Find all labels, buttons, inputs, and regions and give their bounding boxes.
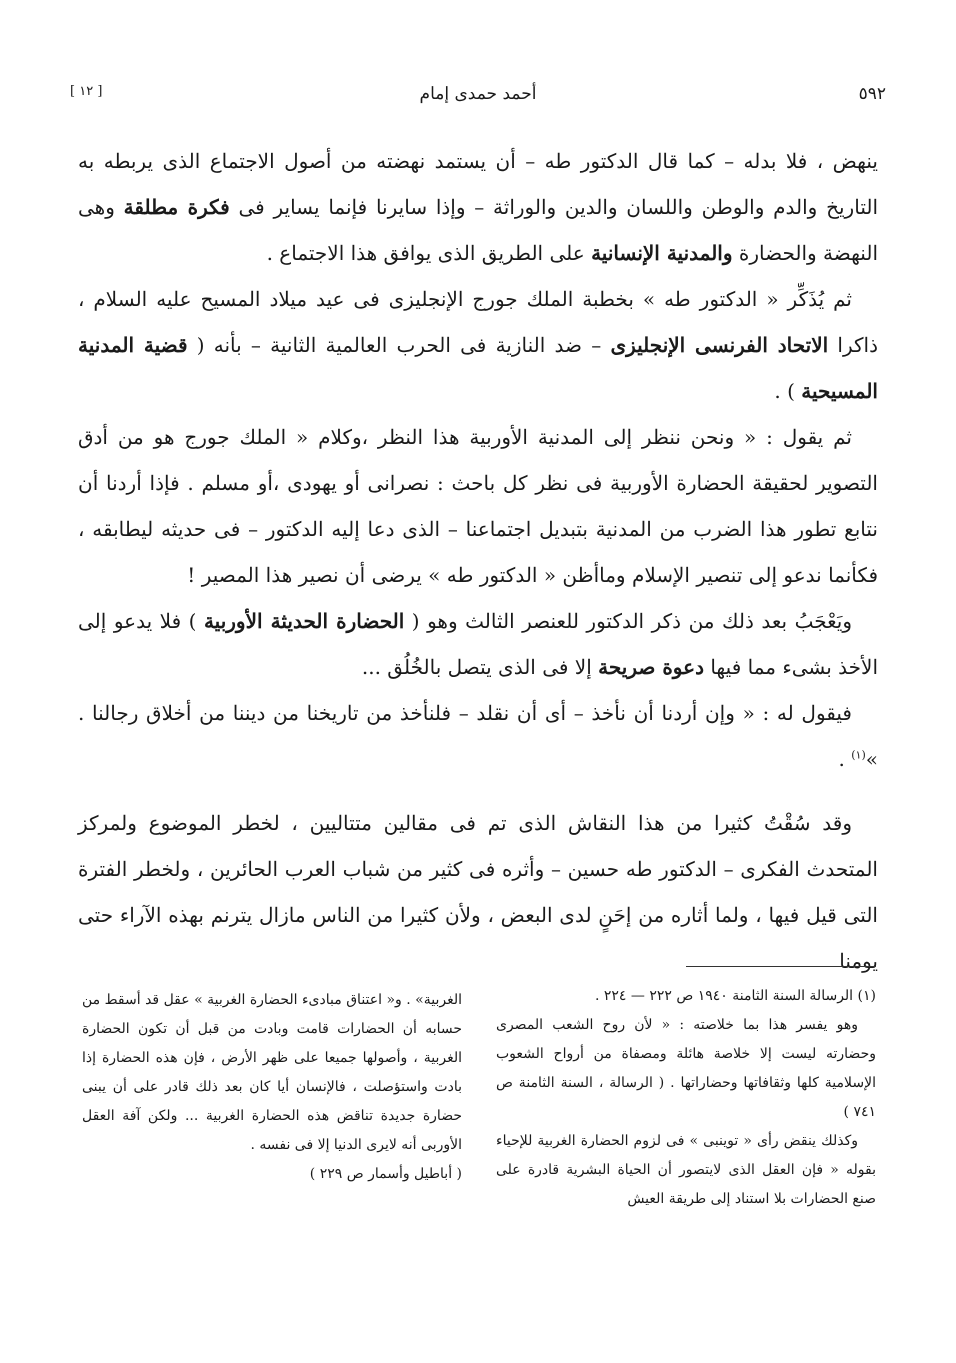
footnote-paragraph: الغربية» . و« اعتناق مبادىء الحضارة الغربية » عقل قد أسقط من حسابه أن الحضارات قامت وبادت من قبل أن تكون الحضارة الغربية ، وأصولها جميعا على ظهر الأرض ، فإن هذه الحضارة إذا بادت واستؤصلت ، فالإنسان أيا كان بعد ذلك قادر على أن يبنى حضارة جديدة تناقض هذه الحضارة الغربية ... ولكن آفة العقل الأوربى أنه لايرى الدنيا إلا فى نفسه . xyxy=(82,992,462,1153)
footnote-marker: (١) xyxy=(851,748,866,762)
footnote-paragraph: وهو يفسر هذا بما خلاصته : « لأن روح الشعب المصرى وحضارته ليست إلا خلاصة هائلة ومصفاة من أرواح الشعوب الإسلامية كلها وثقافاتها وحضاراتها . ( الرسالة ، السنة الثامنة ص ٧٤١ ) xyxy=(496,1017,876,1120)
main-text xyxy=(78,138,878,984)
footnote-divider xyxy=(686,966,876,967)
running-title: أحمد حمدى إمام xyxy=(419,84,537,104)
footnote-reference: ( أباطيل وأسمار ص ٢٢٩ ) xyxy=(309,1166,462,1182)
text-run: . xyxy=(838,747,852,771)
section-marker: [ ١٢ ] xyxy=(70,84,103,99)
text-run: على الطريق الذى يوافق هذا الاجتماع . xyxy=(266,241,592,265)
paragraph-3: ثم يقول : « ونحن ننظر إلى المدنية الأوربية هذا النظر ،وكلام « الملك جورج هو من أدق التصوير لحقيقة الحضارة الأوربية فى نظر كل باحث : نصرانى أو يهودى ،أو مسلم . فإذا أردنا أن نتابع تطور هذا الضرب من المدنية بتبديل اجتماعنا – الذى دعا إليه الدكتور – فى حديثه ليطابقه ، فكأنما ندعو إلى تنصير الإسلام وماأظن « الدكتور طه » يرضى أن نصير هذا المصير ! xyxy=(78,425,878,587)
text-run: وهى النهضة والحضارة xyxy=(78,195,878,265)
bold-phrase: والمدنية الإنسانية xyxy=(591,241,733,265)
bold-phrase: الاتحاد الفرنسى الإنجليزى xyxy=(610,333,829,357)
text-run: – ضد النازية فى الحرب العالمية الثانية – بأنه ( xyxy=(187,333,611,357)
text-run: ينهض ، فلا بدله – كما قال الدكتور طه – أن يستمد نهضته من أصول الاجتماع الذى يربطه به التاريخ والدم والوطن واللسان والدين والوراثة – وإذا سايرنا فإنما يساير فى xyxy=(78,149,878,219)
bold-phrase: الحضارة الحديثة الأوربية xyxy=(203,609,405,633)
page-header xyxy=(70,84,886,108)
text-run: ) فلا يدعو إلى الأخذ بشىء مما فيها xyxy=(78,609,878,679)
text-run: إلا فى الذى يتصل بالخُلُق ... xyxy=(361,655,599,679)
footnote-column-left xyxy=(82,986,462,1189)
paragraph-5 xyxy=(78,690,878,782)
paragraph-2 xyxy=(78,276,878,414)
footnote-column-right xyxy=(496,982,876,1214)
paragraph-6: وقد سُقْتُ كثيرا من هذا النقاش الذى تم فى مقالين متتاليين ، لخطر الموضوع ولمركز المتحدث الفكرى – الدكتور طه حسين – وأثره فى كثير من شباب العرب الحائرين ، ولخطر الفترة التى قيل فيها ، ولما أثاره من إحَنٍ لدى البعض ، ولأن كثيرا من الناس مازال يترنم بهذه الآراء حتى يومنا xyxy=(78,811,878,973)
page-number: ٥٩٢ xyxy=(858,84,886,104)
text-run: ثم يُذَكِّر « الدكتور طه » بخطبة الملك جورج الإنجليزى فى عيد ميلاد المسيح عليه السلام ، ذاكرا xyxy=(78,287,878,357)
footnote-reference: (١) الرسالة السنة الثامنة ١٩٤٠ ص ٢٢٢ — ٢٢٤ . xyxy=(594,988,876,1004)
bold-phrase: دعوة صريحة xyxy=(598,655,704,679)
footnote-paragraph: وكذلك ينقض رأى « توينبى » فى لزوم الحضارة الغربية للإحياء بقوله « فإن العقل الذى لايتصور أن الحياة البشرية قادرة على صنع الحضارات بلا استناد إلى طريقة العيش xyxy=(496,1133,876,1207)
text-run: ويَعْجَبُ بعد ذلك من ذكر الدكتور للعنصر الثالث وهو ( xyxy=(404,609,853,633)
bold-phrase: قضية المدنية المسيحية xyxy=(78,333,878,403)
text-run: ) . xyxy=(774,379,802,403)
text-run: فيقول له : « وإن أردنا أن نأخذ – أى أن نقلد – فلنأخذ من تاريخنا من ديننا من أخلاق رجالنا . » xyxy=(78,701,878,771)
bold-phrase: فكرة مطلقة xyxy=(123,195,230,219)
paragraph-4 xyxy=(78,598,878,690)
paragraph-1 xyxy=(78,138,878,276)
